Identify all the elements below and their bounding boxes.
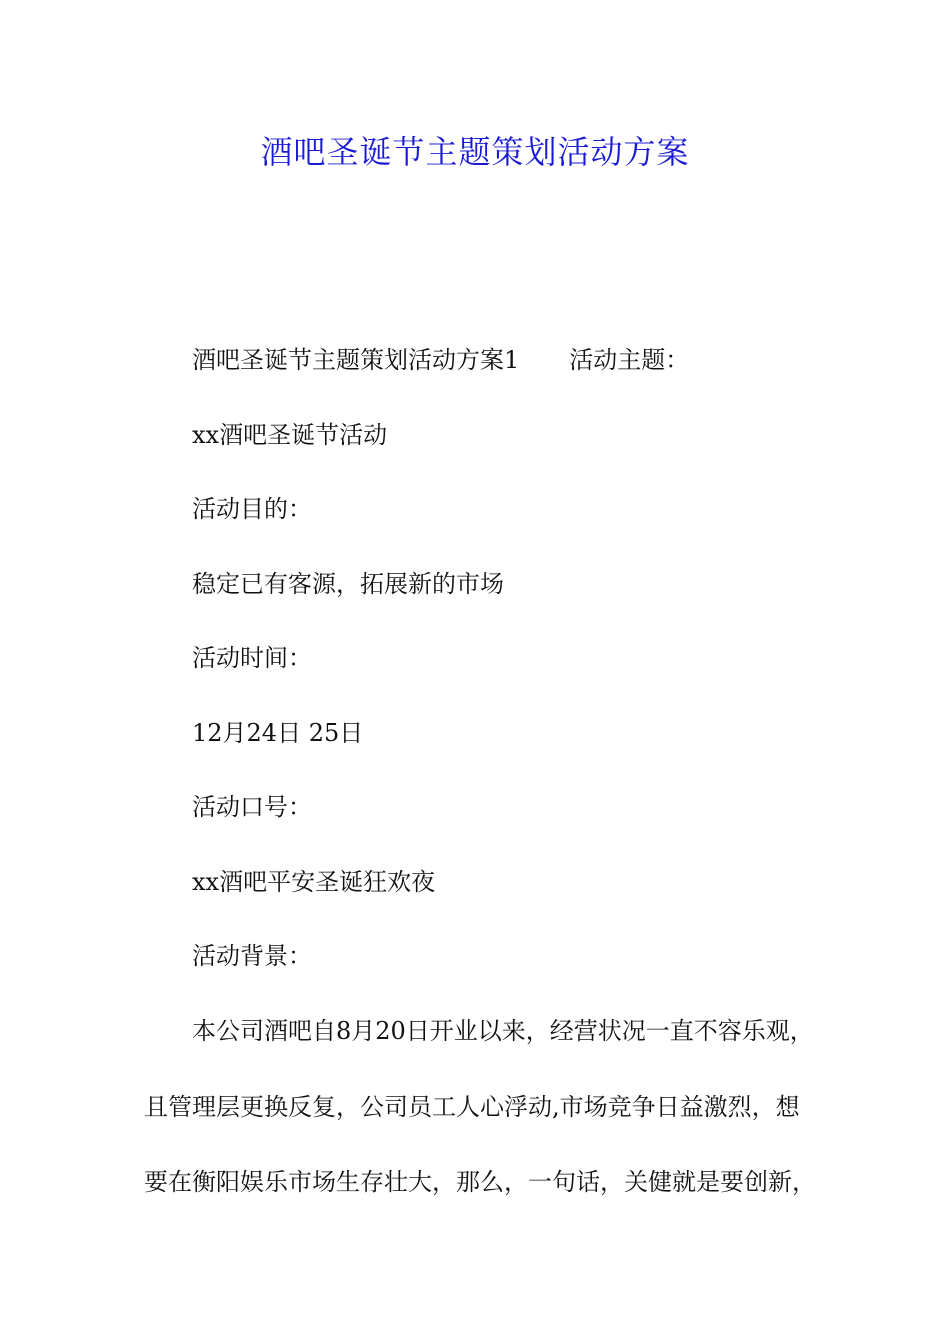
background-paragraph-line-2: 且管理层更换反复，公司员工人心浮动,市场竞争日益激烈，想: [144, 1093, 800, 1121]
purpose-value: 稳定已有客源，拓展新的市场: [192, 570, 504, 598]
theme-value: xx酒吧圣诞节活动: [192, 421, 388, 449]
background-paragraph-line-3: 要在衡阳娱乐市场生存壮大，那么，一句话，关健就是要创新，: [144, 1168, 816, 1196]
section-heading-line: [192, 343, 689, 377]
document-title: 酒吧圣诞节主题策划活动方案: [260, 133, 690, 171]
plan-heading: 酒吧圣诞节主题策划活动方案1: [192, 346, 520, 374]
slogan-label: 活动口号：: [192, 793, 312, 821]
time-value: 12月24日 25日: [192, 719, 364, 747]
theme-label: 活动主题：: [569, 346, 690, 374]
slogan-value: xx酒吧平安圣诞狂欢夜: [192, 868, 436, 896]
purpose-label: 活动目的：: [192, 495, 312, 523]
background-paragraph-line-1: 本公司酒吧自8月20日开业以来，经营状况一直不容乐观，: [192, 1017, 814, 1045]
background-label: 活动背景：: [192, 942, 312, 970]
time-label: 活动时间：: [192, 644, 312, 672]
